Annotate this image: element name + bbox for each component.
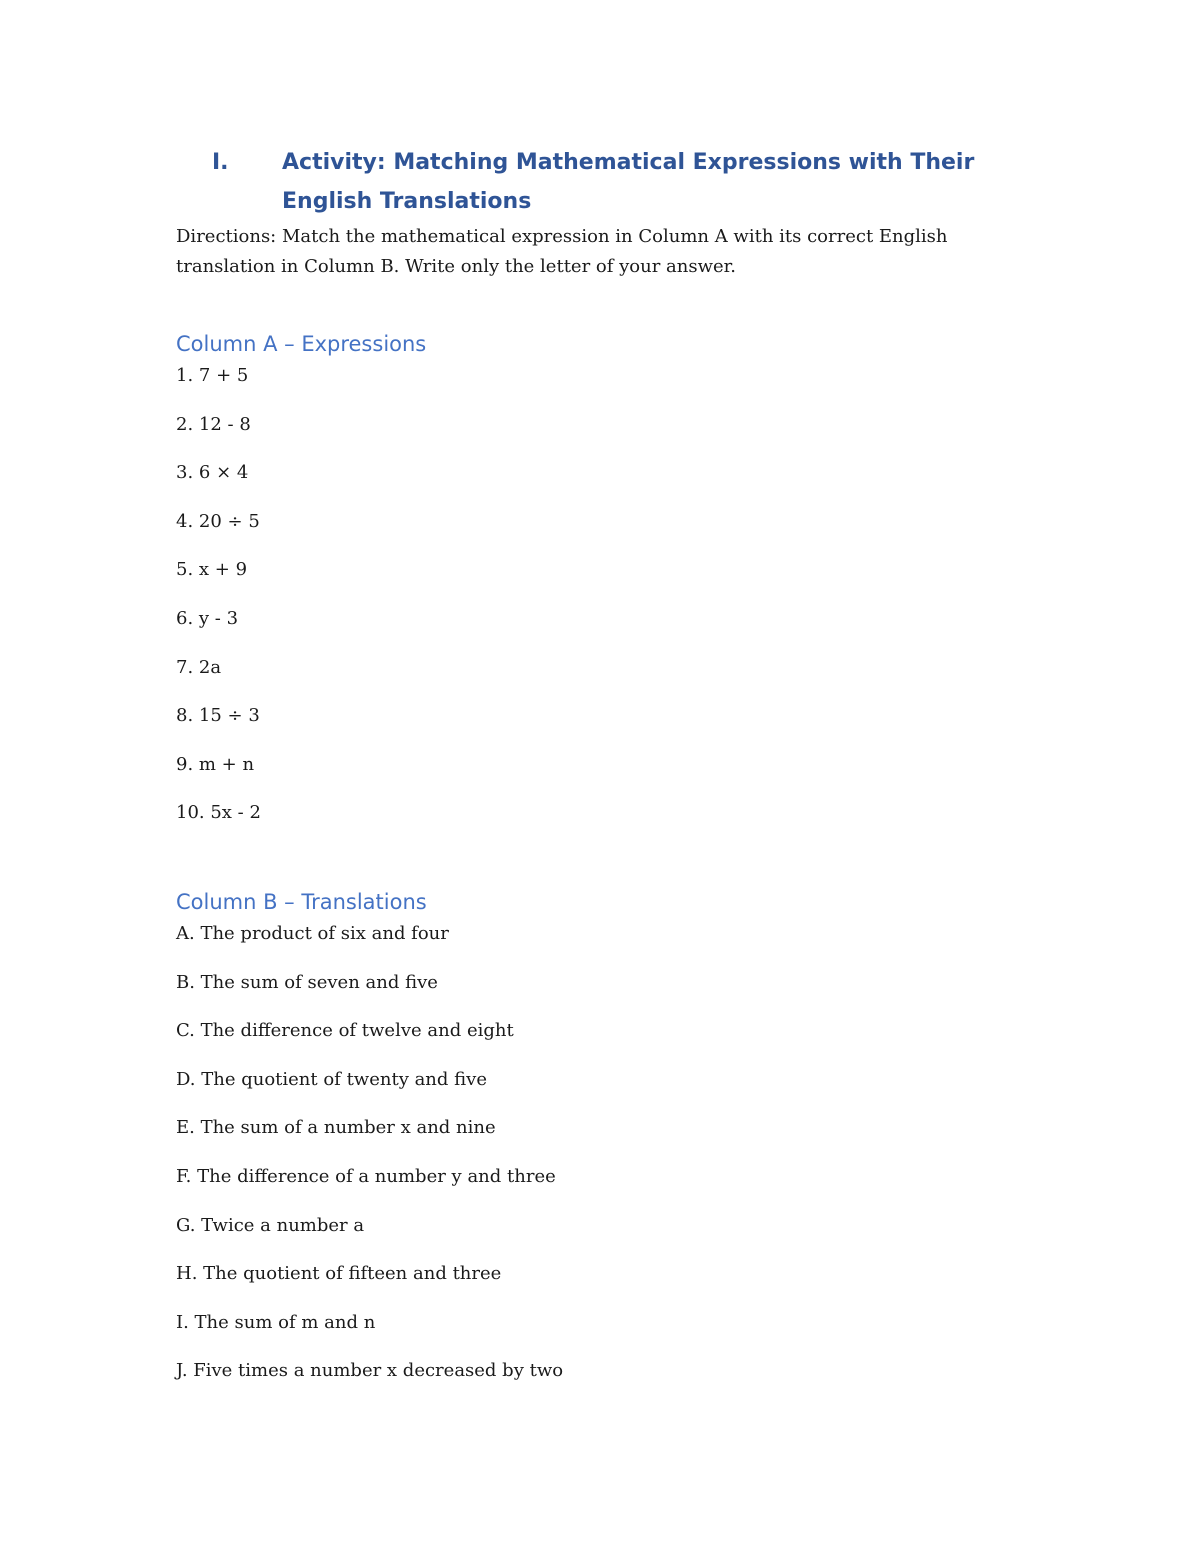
translation-item: C. The difference of twelve and eight [176,1020,514,1042]
translation-item: E. The sum of a number x and nine [176,1117,496,1139]
column-b-heading: Column B – Translations [176,890,427,914]
expression-item: 1. 7 + 5 [176,365,249,386]
translation-item: D. The quotient of twenty and five [176,1068,487,1090]
translation-item: I. The sum of m and n [176,1311,376,1333]
column-b-list [176,921,563,1407]
expression-item: 5. x + 9 [176,559,248,581]
translation-item: F. The difference of a number y and three [176,1165,556,1187]
expression-item: 4. 20 ÷ 5 [176,510,260,532]
expression-item: 3. 6 × 4 [176,462,249,484]
translation-item: H. The quotient of fifteen and three [176,1263,502,1285]
expression-item: 8. 15 ÷ 3 [176,705,260,727]
expression-item: 6. y - 3 [176,607,239,629]
activity-number: I. [212,150,229,175]
expression-item: 2. 12 - 8 [176,413,251,435]
translation-item: A. The product of six and four [176,923,449,944]
activity-title: Activity: Matching Mathematical Expressions with Their English Translations [282,150,975,214]
column-a-heading: Column A – Expressions [176,332,427,356]
expression-item: 7. 2a [176,656,222,678]
translation-item: B. The sum of seven and five [176,971,438,993]
directions-text: Directions: Match the mathematical expression in Column A with its correct English translation in Column B. Write only the letter of your answer. [176,226,948,277]
expression-item: 10. 5x - 2 [176,802,261,824]
column-a-list [176,363,261,849]
translation-item: J. Five times a number x decreased by two [176,1360,564,1382]
translation-item: G. Twice a number a [176,1214,365,1236]
expression-item: 9. m + n [176,753,255,775]
